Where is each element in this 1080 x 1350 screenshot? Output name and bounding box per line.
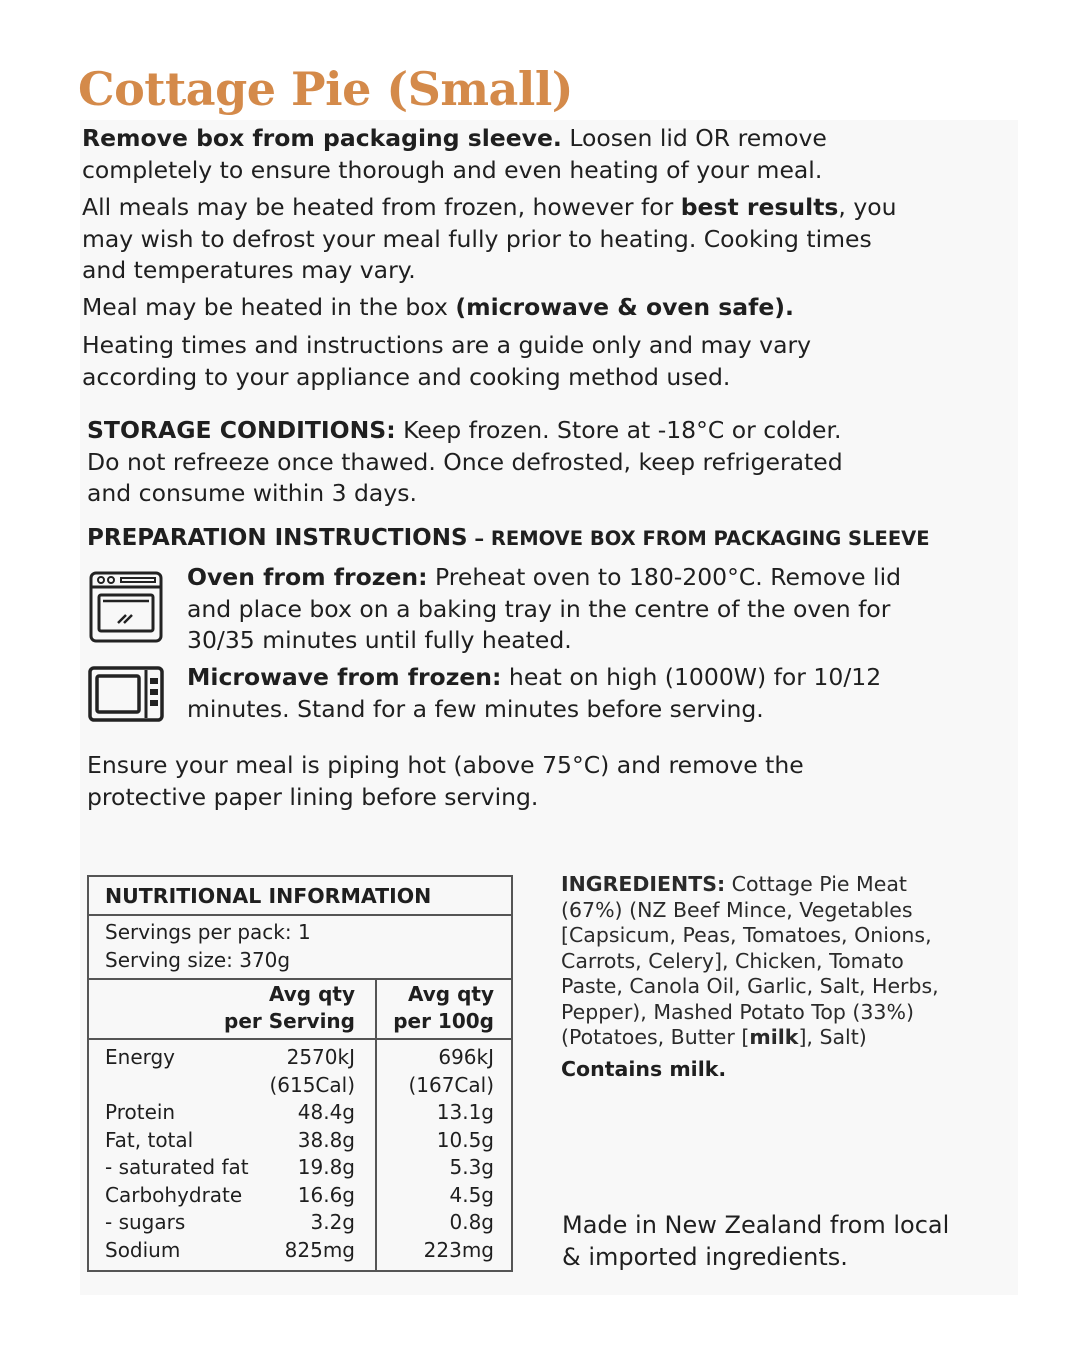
- servings-per-pack: Servings per pack: 1: [105, 920, 311, 944]
- oven-instructions: Oven from frozen: Preheat oven to 180-200°C. Remove lid and place box on a baking tray in the centre of the oven for 30/35 minutes until fully heated.: [187, 563, 902, 654]
- ingredients-list: INGREDIENTS: Cottage Pie Meat (67%) (NZ Beef Mince, Vegetables [Capsicum, Peas, Tomatoes, Onions, Carrots, Celery], Chicken, Tomato Paste, Canola Oil, Garlic, Salt, Herbs, Pepper), Mashed Potato Top (33%) (Potatoes, Butter [milk], Salt): [561, 872, 939, 1049]
- intro-paragraph-frozen: All meals may be heated from frozen, however for best results, you may wish to defrost your meal fully prior to heating. Cooking times and temperatures may vary.: [82, 193, 897, 284]
- table-row: Fat, total 38.8g 10.5g: [105, 1127, 494, 1152]
- intro-paragraph-remove-box: Remove box from packaging sleeve. Loosen lid OR remove completely to ensure thorough and even heating of your meal.: [82, 124, 827, 184]
- table-row: - sugars 3.2g 0.8g: [105, 1210, 494, 1234]
- divider: [89, 978, 511, 980]
- table-row: (615Cal) (167Cal): [269, 1072, 494, 1097]
- divider: [89, 1038, 511, 1040]
- table-row: - saturated fat 19.8g 5.3g: [105, 1155, 494, 1179]
- ensure-hot-note: Ensure your meal is piping hot (above 75°C) and remove the protective paper lining before serving.: [87, 751, 804, 811]
- divider: [89, 914, 511, 916]
- storage-label: STORAGE CONDITIONS:: [87, 416, 396, 444]
- allergen-note: Contains milk.: [561, 1057, 727, 1081]
- preparation-heading: PREPARATION INSTRUCTIONS – REMOVE BOX FROM PACKAGING SLEEVE: [87, 525, 930, 551]
- table-row: Sodium 825mg 223mg: [105, 1237, 494, 1262]
- table-row: Protein 48.4g 13.1g: [105, 1100, 494, 1124]
- nutrition-title: NUTRITIONAL INFORMATION: [105, 884, 432, 908]
- nutrition-table: [87, 875, 513, 1272]
- page-title: Cottage Pie (Small): [78, 62, 574, 116]
- origin-statement: Made in New Zealand from local & imported ingredients.: [562, 1211, 950, 1271]
- intro-paragraph-box-safe: Meal may be heated in the box (microwave & oven safe).: [82, 293, 794, 321]
- oven-icon: [88, 570, 164, 644]
- ingredients-label: INGREDIENTS:: [561, 872, 726, 896]
- intro-paragraph-guide: Heating times and instructions are a guide only and may vary according to your appliance and cooking method used.: [82, 331, 812, 391]
- microwave-instructions: Microwave from frozen: heat on high (1000W) for 10/12 minutes. Stand for a few minutes before serving.: [187, 663, 882, 723]
- storage-conditions: STORAGE CONDITIONS: Keep frozen. Store at -18°C or colder. Do not refreeze once thawed. Once defrosted, keep refrigerated and consume within 3 days.: [87, 416, 843, 507]
- table-row: Carbohydrate 16.6g 4.5g: [105, 1182, 494, 1207]
- serving-size: Serving size: 370g: [105, 948, 291, 972]
- column-header-per-serving: Avg qty per Serving: [224, 982, 355, 1033]
- column-header-per-100g: Avg qty per 100g: [393, 982, 494, 1033]
- table-row: Energy 2570kJ 696kJ: [105, 1045, 494, 1069]
- microwave-icon: [88, 666, 164, 722]
